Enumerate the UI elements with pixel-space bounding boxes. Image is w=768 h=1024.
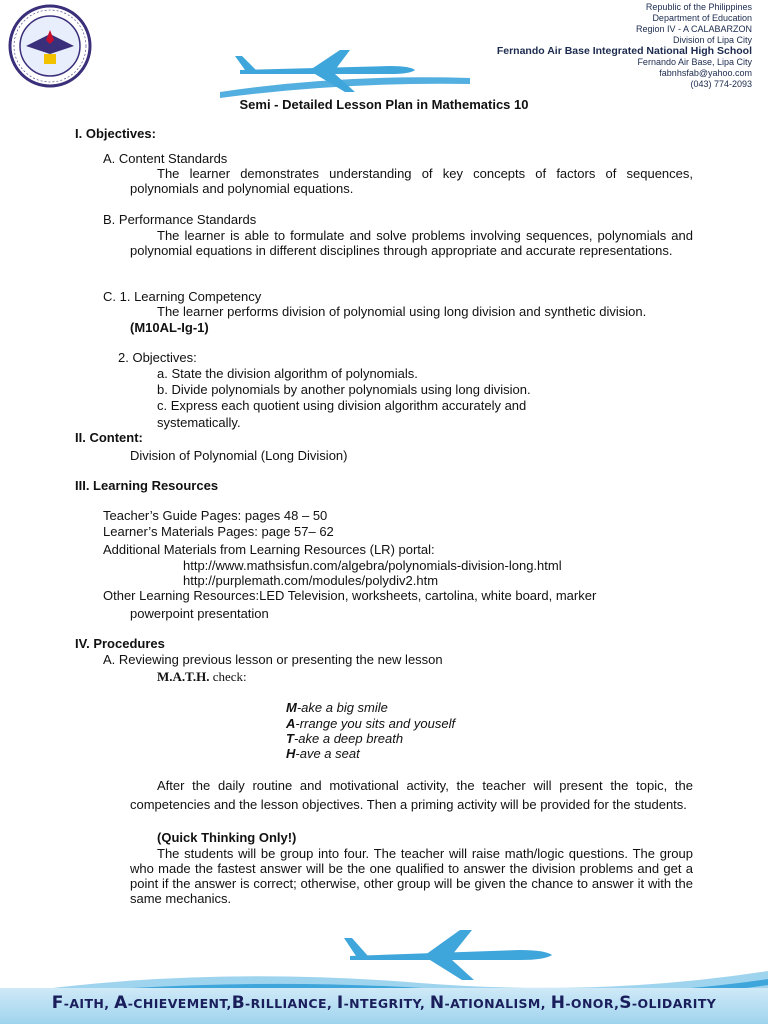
motto-letter: H xyxy=(550,993,566,1013)
motto-letter: A xyxy=(114,993,128,1013)
procedure-a-heading: A. Reviewing previous lesson or presenting the new lesson xyxy=(103,652,443,667)
math-item-letter: A xyxy=(286,716,296,731)
math-item-letter: H xyxy=(286,746,296,761)
learners-materials: Learner’s Materials Pages: page 57– 62 xyxy=(103,524,334,539)
performance-standards-heading: B. Performance Standards xyxy=(103,212,257,227)
objective-item: b. Divide polynomials by another polynomials using long division. xyxy=(157,382,531,397)
page-title: Semi - Detailed Lesson Plan in Mathematics 10 xyxy=(239,97,529,112)
procedure-paragraph: The students will be group into four. The teacher will raise math/logic questions. The group who made the fastest answer will be the one qualified to answer the division problems and get a point if the answer is correct; otherwise, other group will be given the chance to answer it with the same mechanics. xyxy=(130,846,693,906)
motto-word: -OLIDARITY xyxy=(631,996,717,1011)
motto-word: -RILLIANCE, xyxy=(245,996,337,1011)
math-item xyxy=(286,716,455,731)
other-resources: Other Learning Resources:LED Television, worksheets, cartolina, white board, marker xyxy=(103,588,597,603)
motto-word: -ONOR, xyxy=(565,996,620,1011)
motto-word: -ATIONALISM, xyxy=(444,996,551,1011)
motto-word: -AITH, xyxy=(63,996,115,1011)
airplane-graphic xyxy=(220,48,470,100)
resource-link[interactable]: http://purplemath.com/modules/polydiv2.htm xyxy=(183,573,439,588)
motto-word: -NTEGRITY, xyxy=(343,996,430,1011)
learning-competency-text: The learner performs division of polynomial using long division and synthetic division. xyxy=(157,304,647,319)
resource-link[interactable]: http://www.mathsisfun.com/algebra/polynomials-division-long.html xyxy=(183,558,562,573)
motto-letter: B xyxy=(231,993,246,1013)
math-item-text: -ake a big smile xyxy=(296,700,388,715)
math-item-letter: M xyxy=(286,700,297,715)
motto-letter: F xyxy=(51,993,64,1013)
math-item xyxy=(286,746,360,761)
content-standards-heading: A. Content Standards xyxy=(103,151,228,166)
school-motto xyxy=(0,993,768,1013)
objectives-heading: I. Objectives: xyxy=(75,126,156,141)
math-item-text: -ave a seat xyxy=(295,746,360,761)
objectives-2-heading: 2. Objectives: xyxy=(118,350,197,365)
motto-letter: N xyxy=(429,993,445,1013)
procedure-paragraph: After the daily routine and motivational activity, the teacher will present the topic, the competencies and the lesson objectives. Then a priming activity will be provided for the students. xyxy=(130,778,693,812)
math-item xyxy=(286,700,388,715)
resources-heading: III. Learning Resources xyxy=(75,478,219,493)
header-line: Republic of the Philippines xyxy=(645,2,752,12)
airplane-graphic xyxy=(340,926,570,982)
learning-competency-heading: C. 1. Learning Competency xyxy=(103,289,262,304)
header-line: Division of Lipa City xyxy=(672,35,752,45)
math-check-acronym: M.A.T.H. xyxy=(157,669,210,684)
procedures-heading: IV. Procedures xyxy=(75,636,165,651)
school-name: Fernando Air Base Integrated National High School xyxy=(496,45,752,57)
content-text: Division of Polynomial (Long Division) xyxy=(130,448,348,463)
content-heading: II. Content: xyxy=(75,430,143,445)
performance-standards-text: The learner is able to formulate and solve problems involving sequences, polynomials and polynomial equations in different disciplines through appropriate and accurate representations. xyxy=(130,228,693,258)
school-phone: (043) 774-2093 xyxy=(690,79,752,89)
school-header xyxy=(432,2,752,90)
math-check-label: M.A.T.H. check: xyxy=(157,669,247,684)
math-item-text: -ake a deep breath xyxy=(293,731,404,746)
additional-materials: Additional Materials from Learning Resources (LR) portal: xyxy=(103,542,435,557)
motto-letter: I xyxy=(336,993,344,1013)
motto-word: -CHIEVEMENT, xyxy=(127,996,232,1011)
math-item-letter: T xyxy=(286,731,294,746)
content-standards-text: The learner demonstrates understanding of key concepts of factors of sequences, polynomials and polynomial equations. xyxy=(130,166,693,196)
motto-letter: S xyxy=(619,993,632,1013)
school-address: Fernando Air Base, Lipa City xyxy=(637,57,752,67)
teachers-guide: Teacher’s Guide Pages: pages 48 – 50 xyxy=(103,508,328,523)
header-line: Department of Education xyxy=(652,13,752,23)
math-item xyxy=(286,731,403,746)
objective-item-continued: systematically. xyxy=(157,415,241,430)
school-email: fabnhsfab@yahoo.com xyxy=(659,68,752,78)
school-seal-logo xyxy=(8,4,92,88)
header-line: Region IV - A CALABARZON xyxy=(635,24,752,34)
objective-item: c. Express each quotient using division algorithm accurately and xyxy=(157,398,527,413)
quick-thinking-label: (Quick Thinking Only!) xyxy=(157,830,297,845)
competency-code: (M10AL-Ig-1) xyxy=(130,320,209,335)
objective-item: a. State the division algorithm of polynomials. xyxy=(157,366,418,381)
math-item-text: -rrange you sits and youself xyxy=(295,716,456,731)
other-resources-continued: powerpoint presentation xyxy=(130,606,269,621)
